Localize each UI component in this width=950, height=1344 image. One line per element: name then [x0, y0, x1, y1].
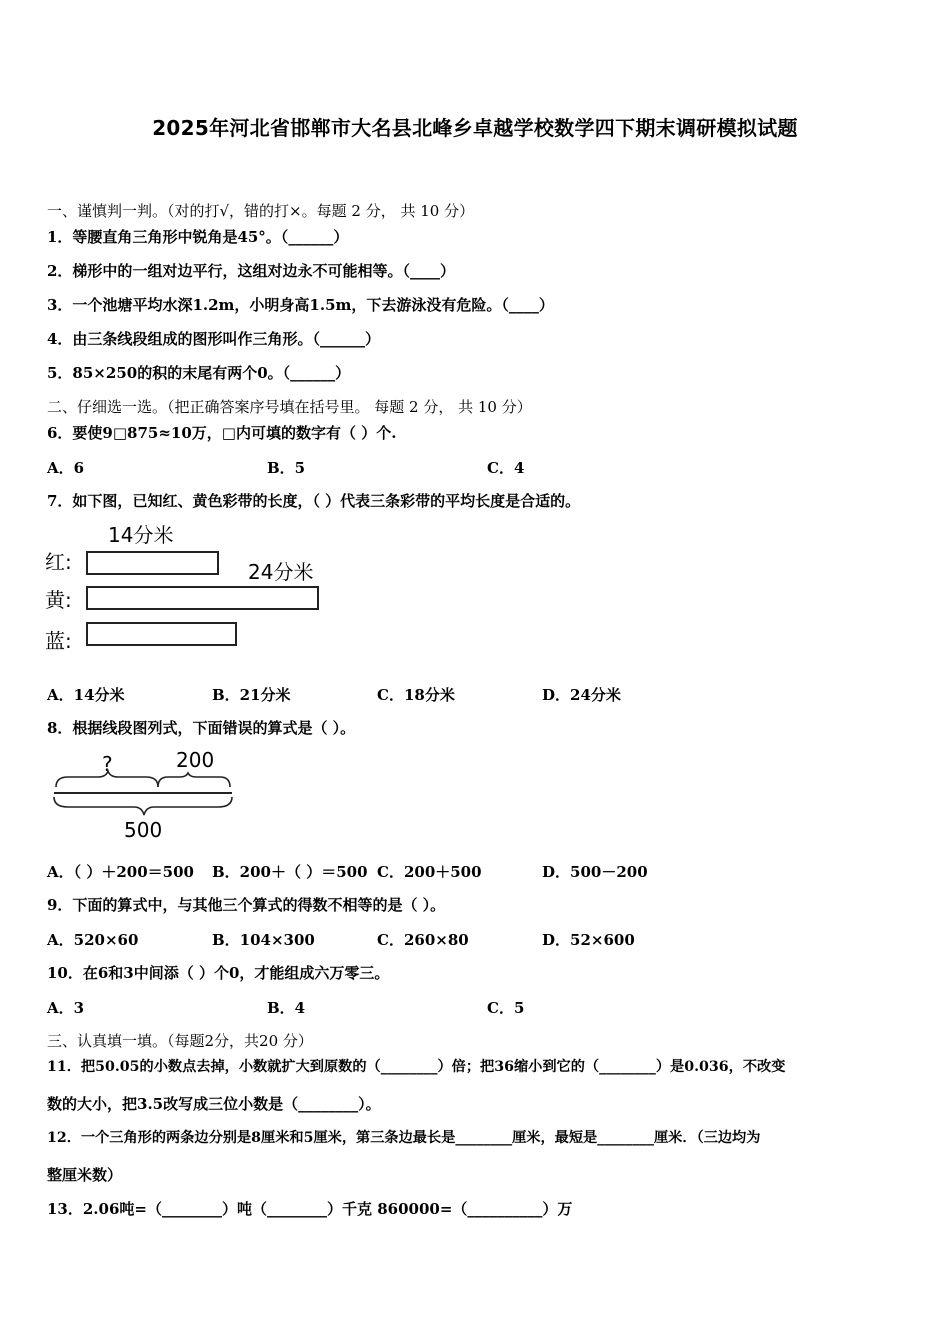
question-11-line-2: 数的大小，把3.5改写成三位小数是（________）。 [47, 1095, 381, 1113]
question-3: 3．一个池塘平均水深1.2m，小明身高1.5m，下去游泳没有危险。（____） [47, 296, 554, 314]
yellow-ribbon [87, 587, 318, 609]
question-1: 1．等腰直角三角形中锐角是45°。（______） [47, 228, 349, 246]
q6-option-a: A．6 [47, 459, 85, 477]
q8-option-d: D．500－200 [542, 863, 648, 881]
red-label: 红: [45, 550, 72, 574]
blue-ribbon [87, 623, 236, 645]
q8-option-b: B．200＋（ ）＝500 [212, 863, 368, 881]
q6-option-c: C．4 [487, 459, 525, 477]
section-2-heading: 二、仔细选一选。（把正确答案序号填在括号里。 每题 2 分， 共 10 分） [47, 398, 532, 416]
q9-option-b: B．104×300 [212, 931, 315, 949]
page-title: 2025年河北省邯郸市大名县北峰乡卓越学校数学四下期末调研模拟试题 [152, 116, 798, 140]
red-length-label: 14分米 [108, 523, 174, 547]
question-7: 7．如下图，已知红、黄色彩带的长度，（ ）代表三条彩带的平均长度是合适的。 [47, 492, 581, 510]
question-11-line-1: 11．把50.05的小数点去掉，小数就扩大到原数的（________）倍；把36缩小到它的（________）是0.036，不改变 [47, 1059, 786, 1075]
q8-segment-figure [48, 745, 248, 843]
yellow-length-label: 24分米 [248, 560, 314, 584]
q10-option-c: C．5 [487, 999, 525, 1017]
q9-option-d: D．52×600 [542, 931, 635, 949]
section-1-heading: 一、谨慎判一判。（对的打√，错的打×。每题 2 分， 共 10 分） [47, 202, 475, 220]
unknown-label: ? [102, 752, 113, 776]
question-13: 13．2.06吨=（________）吨（________）千克 860000=（__________）万 [47, 1200, 573, 1218]
yellow-label: 黄: [45, 588, 72, 612]
q10-option-b: B．4 [267, 999, 306, 1017]
q9-option-a: A．520×60 [47, 931, 139, 949]
section-3-heading: 三、认真填一填。（每题2分，共20 分） [47, 1032, 313, 1050]
question-2: 2．梯形中的一组对边平行，这组对边永不可能相等。（____） [47, 262, 455, 280]
part-label: 200 [176, 748, 215, 772]
blue-label: 蓝: [45, 629, 72, 653]
q7-ribbon-figure [40, 518, 340, 660]
top-brace-right [158, 773, 230, 787]
question-12-line-2: 整厘米数） [47, 1166, 123, 1184]
q6-option-b: B．5 [267, 459, 306, 477]
question-10: 10．在6和3中间添（ ）个0，才能组成六万零三。 [47, 964, 390, 982]
question-12-line-1: 12．一个三角形的两条边分别是8厘米和5厘米，第三条边最长是________厘米，最短是________厘米．（三边均为 [47, 1130, 761, 1146]
bottom-brace [54, 797, 232, 815]
q7-option-c: C．18分米 [377, 686, 455, 704]
q10-option-a: A．3 [47, 999, 85, 1017]
q7-option-a: A．14分米 [47, 686, 125, 704]
q7-option-b: B．21分米 [212, 686, 291, 704]
q7-option-d: D．24分米 [542, 686, 621, 704]
question-5: 5．85×250的积的末尾有两个0。（______） [47, 364, 351, 382]
total-label: 500 [124, 818, 163, 842]
red-ribbon [87, 552, 218, 574]
q9-option-c: C．260×80 [377, 931, 469, 949]
top-brace-left [56, 771, 158, 787]
question-6: 6．要使9□875≈10万，□内可填的数字有（ ）个. [47, 424, 397, 442]
question-9: 9．下面的算式中，与其他三个算式的得数不相等的是（ ）。 [47, 896, 446, 914]
q8-option-a: A．（ ）＋200＝500 [47, 863, 194, 881]
question-8: 8．根据线段图列式，下面错误的算式是（ ）。 [47, 719, 356, 737]
question-4: 4．由三条线段组成的图形叫作三角形。（______） [47, 330, 380, 348]
q8-option-c: C．200＋500 [377, 863, 482, 881]
